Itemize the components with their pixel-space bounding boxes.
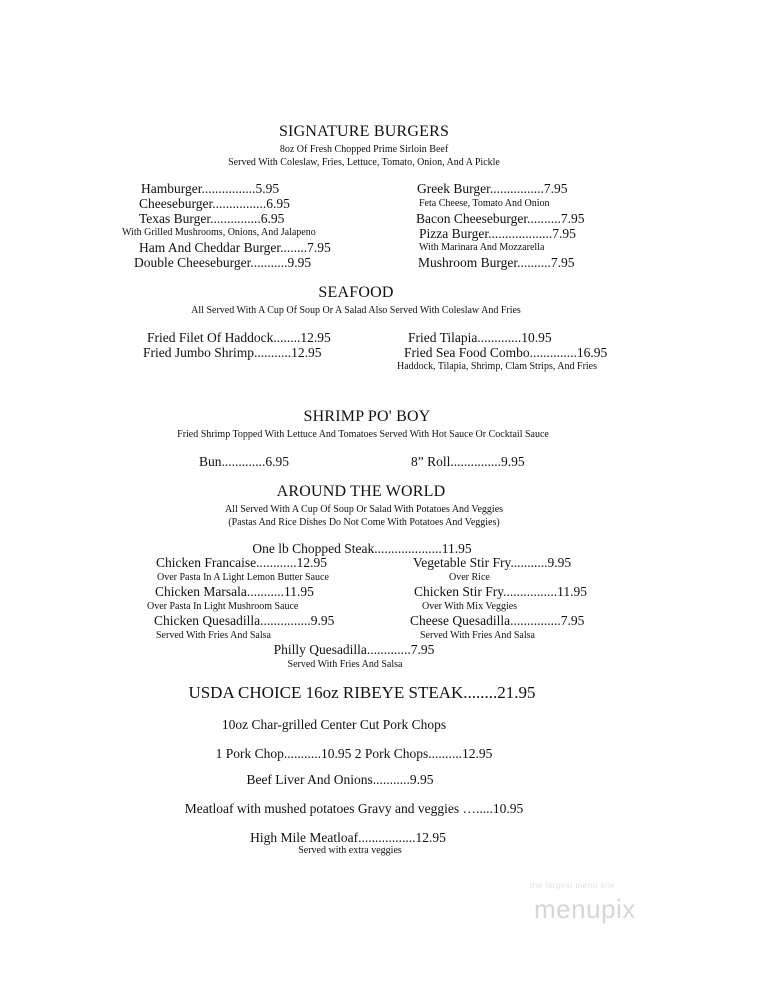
menu-item: Vegetable Stir Fry...........9.95 xyxy=(413,555,572,570)
poboy-subtitle: Fried Shrimp Topped With Lettuce And Tomatoes Served With Hot Sauce Or Cocktail Sauce xyxy=(177,429,549,440)
menu-item: Fried Filet Of Haddock........12.95 xyxy=(147,330,331,345)
item-note: With Grilled Mushrooms, Onions, And Jalapeno xyxy=(122,227,316,238)
menu-item: Texas Burger...............6.95 xyxy=(139,211,285,226)
poboy-title: SHRIMP PO' BOY xyxy=(303,408,431,425)
menu-item: Fried Jumbo Shrimp...........12.95 xyxy=(143,345,322,360)
menu-item: 8” Roll...............9.95 xyxy=(411,454,525,469)
menu-item: 1 Pork Chop...........10.95 2 Pork Chops..........12.95 xyxy=(215,746,493,761)
seafood-subtitle: All Served With A Cup Of Soup Or A Salad Also Served With Coleslaw And Fries xyxy=(191,305,521,316)
burgers-subtitle: 8oz Of Fresh Chopped Prime Sirloin Beef xyxy=(279,144,449,155)
world-subtitle: All Served With A Cup Of Soup Or Salad With Potatoes And Veggies xyxy=(224,504,504,515)
menu-item: Ham And Cheddar Burger........7.95 xyxy=(139,240,331,255)
menu-item: Cheese Quesadilla...............7.95 xyxy=(410,613,585,628)
item-note: Haddock, Tilapia, Shrimp, Clam Strips, And Fries xyxy=(397,361,598,372)
menu-item: Chicken Francaise............12.95 xyxy=(156,555,327,570)
world-title: AROUND THE WORLD xyxy=(276,483,446,500)
watermark-tagline: the largest menu site xyxy=(530,881,615,890)
burgers-title: SIGNATURE BURGERS xyxy=(278,123,450,140)
menu-item: Philly Quesadilla.............7.95 xyxy=(273,642,435,657)
ribeye-item: USDA CHOICE 16oz RIBEYE STEAK........21.95 xyxy=(188,683,536,702)
menu-item: Meatloaf with mushed potatoes Gravy and veggies ….....10.95 xyxy=(184,801,524,816)
watermark-logo: menupix xyxy=(534,894,636,924)
item-note: Served With Fries And Salsa xyxy=(287,659,403,670)
menu-item: Cheeseburger................6.95 xyxy=(139,196,290,211)
menu-item: Chicken Stir Fry................11.95 xyxy=(414,584,587,599)
menu-item: Double Cheeseburger...........9.95 xyxy=(134,255,312,270)
item-note: Feta Cheese, Tomato And Onion xyxy=(419,198,550,209)
menu-item: Pizza Burger...................7.95 xyxy=(419,226,576,241)
menu-item: Greek Burger................7.95 xyxy=(417,181,568,196)
menu-item: Mushroom Burger..........7.95 xyxy=(418,255,575,270)
menu-item: One lb Chopped Steak....................11.95 xyxy=(252,541,472,556)
menu-item: High Mile Meatloaf.................12.95 xyxy=(250,830,446,845)
item-note: Served With Fries And Salsa xyxy=(420,630,535,641)
menu-item: 10oz Char-grilled Center Cut Pork Chops xyxy=(221,717,447,732)
burgers-subtitle-2: Served With Coleslaw, Fries, Lettuce, Tomato, Onion, And A Pickle xyxy=(228,157,500,168)
seafood-title: SEAFOOD xyxy=(318,284,394,301)
menu-item: Hamburger................5.95 xyxy=(141,181,280,196)
item-note: Over With Mix Veggies xyxy=(422,601,518,612)
menu-item: Bacon Cheeseburger..........7.95 xyxy=(416,211,585,226)
item-note: Served With Fries And Salsa xyxy=(156,630,271,641)
menu-item: Bun.............6.95 xyxy=(199,454,290,469)
item-note: Over Pasta In A Light Lemon Butter Sauce xyxy=(157,572,329,583)
menu-item: Chicken Quesadilla...............9.95 xyxy=(154,613,335,628)
item-note: Served with extra veggies xyxy=(298,845,402,856)
item-note: Over Pasta In Light Mushroom Sauce xyxy=(147,601,299,612)
menu-item: Chicken Marsala...........11.95 xyxy=(155,584,314,599)
world-subtitle-2: (Pastas And Rice Dishes Do Not Come With Potatoes And Veggies) xyxy=(228,517,500,528)
menu-item: Fried Sea Food Combo..............16.95 xyxy=(404,345,608,360)
item-note: With Marinara And Mozzarella xyxy=(419,242,545,253)
menu-item: Beef Liver And Onions...........9.95 xyxy=(246,772,434,787)
menu-item: Fried Tilapia.............10.95 xyxy=(408,330,552,345)
item-note: Over Rice xyxy=(449,572,490,583)
